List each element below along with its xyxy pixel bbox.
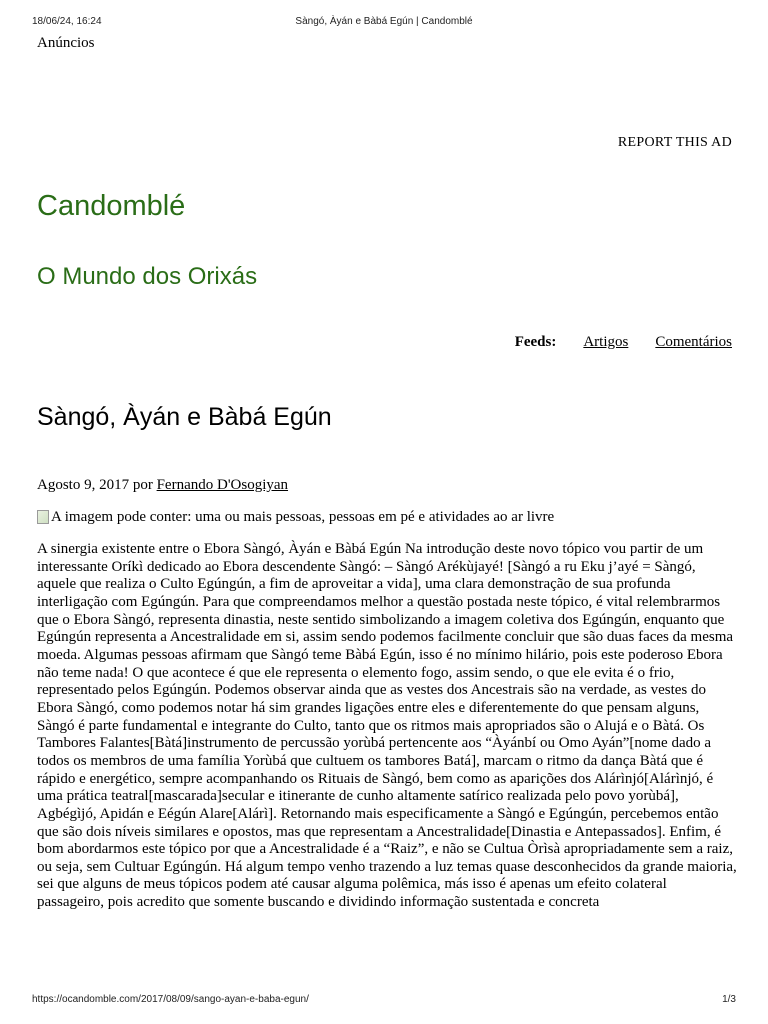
feeds-label: Feeds:: [514, 334, 557, 350]
post-date: Agosto 9, 2017 por: [37, 477, 157, 493]
ads-label: Anúncios: [37, 35, 95, 51]
broken-image-icon: [37, 510, 49, 524]
post-title: Sàngó, Àyán e Bàbá Egún: [37, 403, 332, 431]
print-page-title: Sàngó, Àyán e Bàbá Egún | Candomblé: [295, 16, 473, 27]
report-ad-link[interactable]: REPORT THIS AD: [617, 135, 732, 150]
feeds-bar: [515, 334, 732, 351]
post-image-alt-text: A imagem pode conter: uma ou mais pessoas, pessoas em pé e atividades ao ar livre: [51, 509, 555, 525]
post-meta: [37, 477, 288, 494]
print-url: https://ocandomble.com/2017/08/09/sango-ayan-e-baba-egun/: [32, 994, 309, 1005]
site-title[interactable]: Candomblé: [37, 190, 186, 222]
post-body: A sinergia existente entre o Ebora Sàngó, Àyán e Bàbá Egún Na introdução deste novo tópico vou partir de um interessante Oríkì dedicado ao Ebora descendente Sàngó: – Sàngó Arékùjayé! [Sàngó a ru Eku j’ayé = Sàngó, aquele que realiza o Culto Egúngún, a fim de aproveitar a vida], uma clara demonstração de sua profunda interligação com Egúngún. Para que compreendamos melhor a questão postada neste tópico, é vital relembrarmos que o Ebora Sàngó, representa dinastia, neste sentido simbolizando a imagem coletiva dos Egúngún, enquanto que Egúngún representa a Ancestralidade em si, assim sendo podemos facilmente concluir que são duas faces da mesma moeda. Algumas pessoas afirmam que Sàngó teme Bàbá Egún, isso é no mínimo hilário, pois este poderoso Ebora não teme nada! O que acontece é que ele representa o elemento fogo, assim sendo, o que ele evita é o frio, representado pelos Egúngún. Podemos observar ainda que as vestes dos Ancestrais são na verdade, as vestes do Ebora Sàngó, como podemos notar há sim grandes ligações entre eles e diferentemente do que pensam alguns, Sàngó é parte fundamental e integrante do Culto, tanto que os ritmos mais apropriados são o Alujá e o Bàtá. Os Tambores Falantes[Bàtá]instrumento de percussão yorùbá pertencente aos “Àyánbí ou Omo Ayán”[nome dado a todos os membros de uma família Yorùbá que cultuem os tambores Batá], marcam o ritmo da dança Bàtá que é rápido e energético, sempre acompanhando os Rituais de Sàngó, bem como as aparições dos Alárìnjó[Alárìnjó, é uma prática teatral[mascarada]secular e itinerante de cunho altamente satírico realizada pelo povo yorùbá], Agbégìjó, Apidán e Eégún Alare[Alárì]. Retornando mais especificamente a Sàngó e Egúngún, percebemos então que são dois níveis similares e opostos, mas que representam a Ancestralidade[Dinastia e Antepassados]. Enfim, é bom abordarmos este tópico por que a Ancestralidade é a “Raiz”, e não se Cultua Òrìsà apropriadamente sem a raiz, ou seja, sem Cultuar Egúngún. Há algum tempo venho trazendo a luz temas quase desconhecidos da grande maioria, sei que alguns de meus tópicos podem até causar alguma polêmica, más isso é apenas um efeito colateral passageiro, pois acredito que somente buscando e dividindo informação sustentada e concreta: [37, 541, 737, 911]
print-timestamp: 18/06/24, 16:24: [32, 16, 102, 27]
site-description: O Mundo dos Orixás: [37, 263, 258, 290]
print-page-number: 1/3: [722, 994, 736, 1005]
author-link[interactable]: Fernando D'Osogiyan: [156, 477, 289, 493]
feed-articles-link[interactable]: Artigos: [583, 334, 629, 350]
feed-comments-link[interactable]: Comentários: [655, 334, 732, 350]
post-image: [37, 509, 554, 526]
